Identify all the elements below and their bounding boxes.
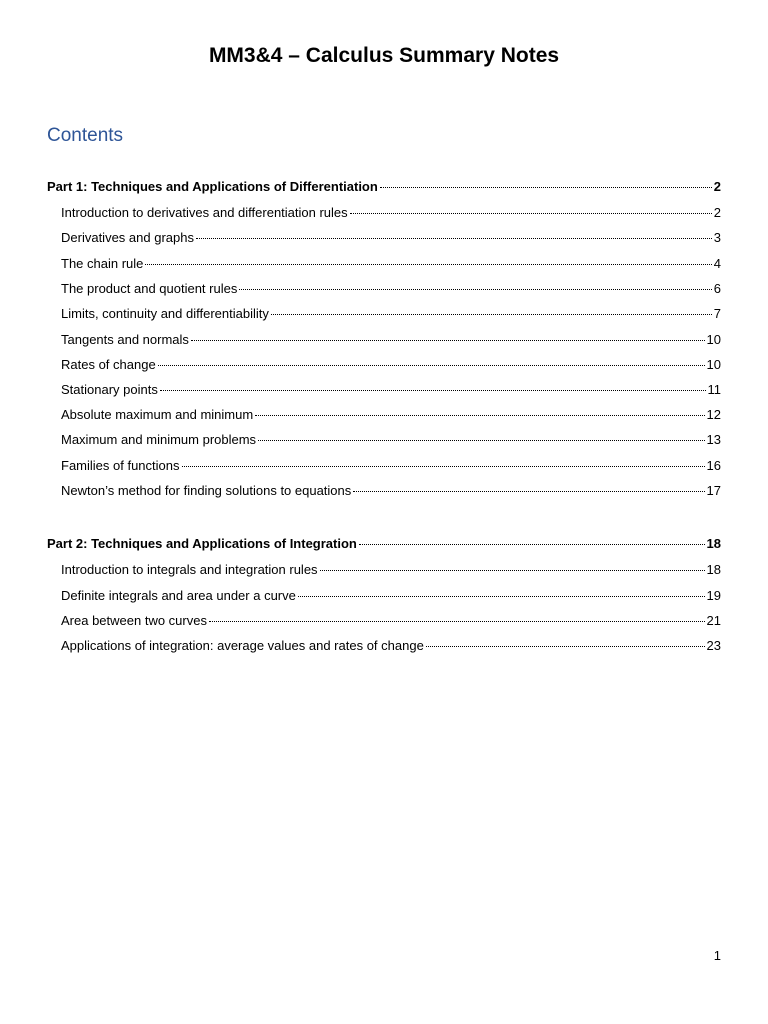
toc-label: Part 1: Techniques and Applications of Differentiation — [47, 179, 378, 194]
toc-page: 18 — [706, 562, 721, 577]
toc-label: Introduction to integrals and integration rules — [61, 562, 318, 577]
toc-label: Definite integrals and area under a curve — [61, 588, 296, 603]
contents-heading: Contents — [47, 125, 124, 146]
toc-item[interactable] — [61, 357, 721, 375]
toc-label: Area between two curves — [61, 613, 207, 628]
toc-page: 4 — [713, 256, 721, 271]
toc-item[interactable] — [61, 432, 721, 450]
toc-label: Introduction to derivatives and differentiation rules — [61, 205, 348, 220]
toc-page: 7 — [713, 306, 721, 321]
toc-page: 16 — [706, 458, 721, 473]
toc-page: 2 — [713, 205, 721, 220]
toc-item[interactable] — [61, 638, 721, 656]
toc-page: 10 — [706, 357, 721, 372]
toc-part-2[interactable] — [47, 536, 721, 554]
page-number: 1 — [713, 948, 721, 963]
toc-label: Stationary points — [61, 382, 158, 397]
toc-label: Part 2: Techniques and Applications of Integration — [47, 536, 357, 551]
toc-page: 21 — [706, 613, 721, 628]
toc-item[interactable] — [61, 256, 721, 274]
toc-page: 23 — [706, 638, 721, 653]
toc-item[interactable] — [61, 306, 721, 324]
toc-item[interactable] — [61, 483, 721, 501]
toc-label: Limits, continuity and differentiability — [61, 306, 269, 321]
toc-page: 12 — [706, 407, 721, 422]
toc-item[interactable] — [61, 407, 721, 425]
toc-item[interactable] — [61, 332, 721, 350]
toc-page: 17 — [706, 483, 721, 498]
toc-item[interactable] — [61, 588, 721, 606]
toc-item[interactable] — [61, 281, 721, 299]
toc-label: Tangents and normals — [61, 332, 189, 347]
toc-item[interactable] — [61, 205, 721, 223]
toc-page: 10 — [706, 332, 721, 347]
toc-page: 19 — [706, 588, 721, 603]
toc-label: Absolute maximum and minimum — [61, 407, 254, 422]
toc-page: 2 — [713, 179, 721, 194]
toc-item[interactable] — [61, 613, 721, 631]
toc-page: 18 — [706, 536, 721, 551]
toc-item[interactable] — [61, 382, 721, 400]
toc-page: 3 — [713, 230, 721, 245]
toc-part-1[interactable] — [47, 179, 721, 197]
toc-item[interactable] — [61, 458, 721, 476]
toc-label: The product and quotient rules — [61, 281, 238, 296]
toc-item[interactable] — [61, 230, 721, 248]
toc-page: 13 — [706, 432, 721, 447]
document-title: MM3&4 – Calculus Summary Notes — [208, 44, 560, 67]
toc-page: 6 — [713, 281, 721, 296]
toc-label: Derivatives and graphs — [61, 230, 194, 245]
toc-label: Newton’s method for finding solutions to equations — [61, 483, 352, 498]
toc-item[interactable] — [61, 562, 721, 580]
toc-label: Rates of change — [61, 357, 156, 372]
toc-label: The chain rule — [61, 256, 144, 271]
toc-label: Maximum and minimum problems — [61, 432, 257, 447]
toc-label: Families of functions — [61, 458, 180, 473]
toc-label: Applications of integration: average values and rates of change — [61, 638, 424, 653]
toc-page: 11 — [707, 382, 721, 397]
